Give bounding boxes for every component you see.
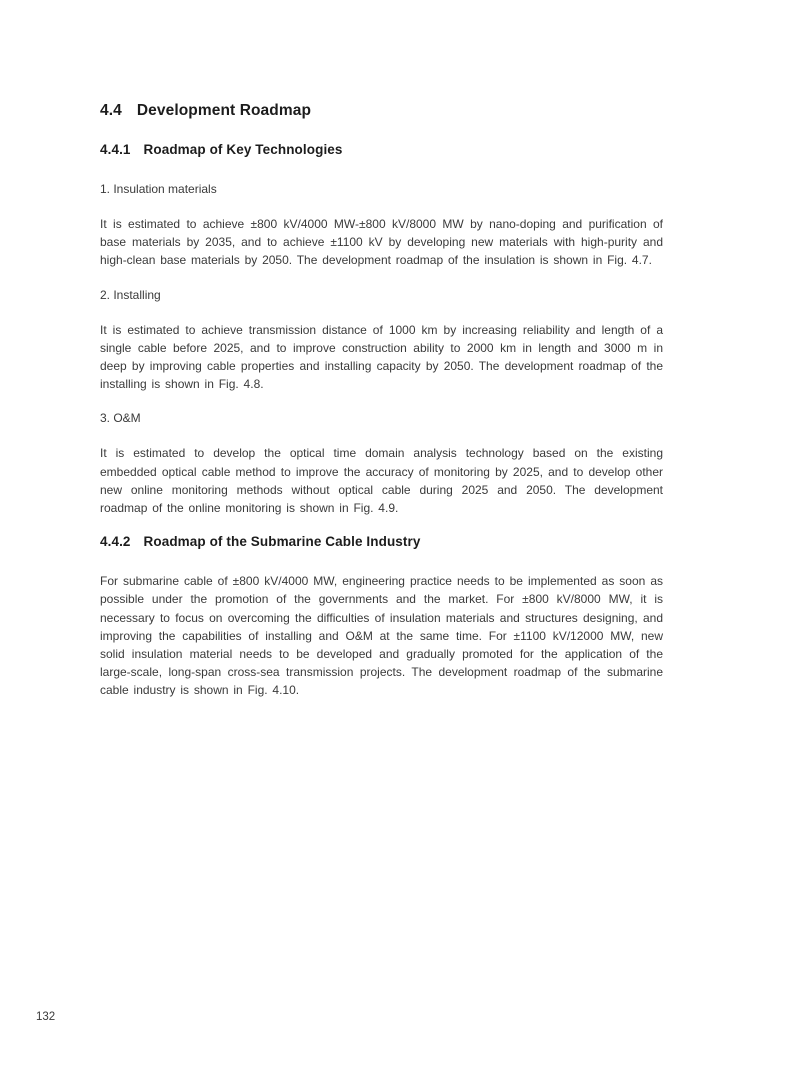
section-title-4-4-2: Roadmap of the Submarine Cable Industry [143, 534, 421, 550]
paragraph-submarine-cable-industry: For submarine cable of ±800 kV/4000 MW, engineering practice needs to be implemented as soon as possible under the promotion of the governments and the market. For ±800 kV/8000 MW, it is necessary to focus on overcoming the difficulties of insulation materials and structures designing, and improving the capabilities of installing and O&M at the same time. For ±1100 kV/12000 MW, new solid insulation material needs to be developed and gradually promoted for the application of the large-scale, long-span cross-sea transmission projects. The development roadmap of the submarine cable industry is shown in Fig. 4.10. [100, 574, 663, 698]
paragraph-om: It is estimated to develop the optical time domain analysis technology based on the existing embedded optical cable method to improve the accuracy of monitoring by 2025, and to develop other new online monitoring methods without optical cable during 2025 and 2050. The development roadmap of the online monitoring is shown in Fig. 4.9. [100, 446, 663, 516]
section-number-4-4-1: 4.4.1 [100, 142, 131, 157]
paragraph-insulation: It is estimated to achieve ±800 kV/4000 MW-±800 kV/8000 MW by nano-doping and purification of base materials by 2035, and to achieve ±1100 kV by developing new materials with high-purity and high-clean base materials by 2050. The development roadmap of the insulation is shown in Fig. 4.7. [100, 217, 663, 268]
page-content [100, 101, 663, 716]
section-number-4-4-2: 4.4.2 [100, 534, 131, 550]
list-item-label-installing: 2. Installing [100, 287, 161, 302]
section-heading-4-4 [100, 101, 663, 121]
section-title-4-4: Development Roadmap [136, 102, 312, 119]
list-item-label-insulation: 1. Insulation materials [100, 182, 217, 196]
section-title-4-4-1: Roadmap of Key Technologies [143, 142, 343, 157]
section-heading-4-4-1 [100, 141, 663, 159]
section-heading-4-4-2 [100, 533, 663, 551]
section-number-4-4: 4.4 [100, 102, 122, 119]
list-item-label-om: 3. O&M [100, 411, 141, 426]
page-number: 132 [36, 1011, 56, 1023]
paragraph-installing: It is estimated to achieve transmission distance of 1000 km by increasing reliability and length of a single cable before 2025, and to improve construction ability to 2000 km in length and 3000 m in deep by improving cable properties and installing capacity by 2050. The development roadmap of the installing is shown in Fig. 4.8. [100, 322, 663, 392]
